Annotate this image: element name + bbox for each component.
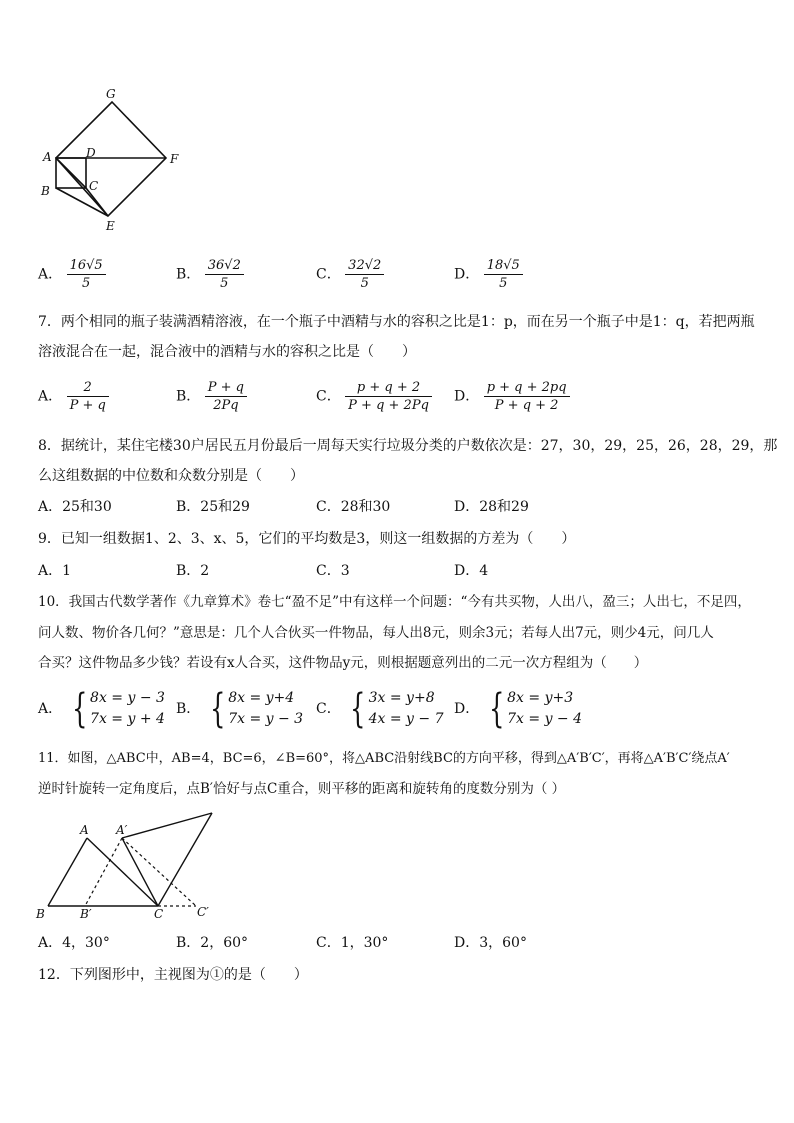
label-b: B	[41, 184, 50, 198]
q10-line-3: 合买？这件物品多少钱？若设有x人合买，这件物品y元，则根据题意列出的二元一次方程组为（ ）	[38, 655, 648, 671]
segment-ab	[48, 838, 87, 906]
q8-option-a[interactable]: A．25和30	[38, 499, 112, 515]
q10-line-2: 问人数、物价各几何？”意思是：几个人合伙买一件物品，每人出8元，则余3元；若每人出7元，则少4元，问几人	[38, 625, 714, 641]
q6-option-c[interactable]: C． $\frac{32√2}{5}$	[316, 257, 384, 292]
line-be	[56, 188, 108, 216]
q6-option-d[interactable]: D． $\frac{18√5}{5}$	[454, 257, 523, 292]
label-b: B	[36, 907, 45, 921]
q11-option-d[interactable]: D．3，60°	[454, 935, 527, 951]
q8-line-1: 8．据统计，某住宅楼30户居民五月份最后一周每天实行垃圾分类的户数依次是：27，30，29，25，26，28，29，那	[38, 438, 778, 454]
q8-line-2: 么这组数据的中位数和众数分别是（ ）	[38, 468, 304, 484]
q12-line-1: 12．下列图形中，主视图为①的是（ ）	[38, 967, 308, 983]
label-c: C	[89, 179, 99, 193]
label-a-prime: A′	[116, 823, 128, 837]
square-triangle-figure	[30, 80, 200, 240]
q8-option-d[interactable]: D．28和29	[454, 499, 529, 515]
label-c-prime: C′	[197, 905, 209, 919]
q10-option-b[interactable]: B． { 8x = y+4 7x = y − 3	[176, 686, 304, 732]
q11-line-2: 逆时针旋转一定角度后，点B′恰好与点C重合，则平移的距离和旋转角的度数分别为（ ）	[38, 781, 566, 797]
q6-option-a[interactable]: A． $\frac{16√5}{5}$	[38, 257, 106, 292]
q9-option-c[interactable]: C．3	[316, 563, 350, 579]
q9-option-a[interactable]: A．1	[38, 563, 72, 579]
q9-option-d[interactable]: D．4	[454, 563, 489, 579]
q11-option-b[interactable]: B．2，60°	[176, 935, 249, 951]
q7-line-2: 溶液混合在一起，混合液中的酒精与水的容积之比是（ ）	[38, 344, 416, 360]
translation-rotation-figure	[30, 808, 230, 926]
label-f: F	[170, 152, 179, 166]
q7-option-d[interactable]: D． $\frac{p + q + 2pq}{P + q + 2}$	[454, 379, 570, 414]
q8-option-c[interactable]: C．28和30	[316, 499, 391, 515]
label-g: G	[106, 87, 116, 101]
segment-a1c	[122, 838, 158, 906]
q7-option-b[interactable]: B． $\frac{P + q}{2Pq}$	[176, 379, 247, 414]
label-a: A	[43, 150, 52, 164]
q10-option-d[interactable]: D． { 8x = y+3 7x = y − 4	[454, 686, 583, 732]
q9-line-1: 9．已知一组数据1、2、3、x、5，它们的平均数是3，则这一组数据的方差为（ ）	[38, 531, 576, 547]
q11-option-a[interactable]: A．4，30°	[38, 935, 110, 951]
segment-a1-top	[122, 813, 212, 838]
label-b-prime: B′	[80, 907, 92, 921]
q6-option-b[interactable]: B． $\frac{36√2}{5}$	[176, 257, 244, 292]
q7-option-a[interactable]: A． $\frac{2}{P + q}$	[38, 379, 109, 414]
segment-top-c	[158, 813, 212, 906]
q10-line-1: 10．我国古代数学著作《九章算术》卷七“盈不足”中有这样一个问题：“今有共买物，人出八，盈三；人出七，不足四，	[38, 594, 751, 610]
label-a: A	[80, 823, 89, 837]
q11-option-c[interactable]: C．1，30°	[316, 935, 389, 951]
q7-option-c[interactable]: C． $\frac{p + q + 2}{P + q + 2Pq}$	[316, 379, 432, 414]
segment-a1c1	[122, 838, 196, 906]
segment-ac	[87, 838, 158, 906]
square-agfe	[56, 102, 166, 216]
line-ac	[56, 158, 86, 188]
label-c: C	[154, 907, 164, 921]
q10-option-c[interactable]: C． { 3x = y+8 4x = y − 7	[316, 686, 444, 732]
q10-option-a[interactable]: A． { 8x = y − 3 7x = y + 4	[38, 686, 165, 732]
q11-line-1: 11．如图，△ABC中，AB=4，BC=6，∠B=60°，将△ABC沿射线BC的方向平移，得到△A′B′C′，再将△A′B′C′绕点A′	[38, 751, 730, 766]
label-d: D	[86, 146, 96, 160]
q7-line-1: 7．两个相同的瓶子装满酒精溶液，在一个瓶子中酒精与水的容积之比是1：p，而在另一个瓶子中是1：q，若把两瓶	[38, 314, 755, 330]
q9-option-b[interactable]: B．2	[176, 563, 210, 579]
q8-option-b[interactable]: B．25和29	[176, 499, 250, 515]
label-e: E	[106, 219, 115, 233]
segment-a1b1	[85, 838, 122, 906]
